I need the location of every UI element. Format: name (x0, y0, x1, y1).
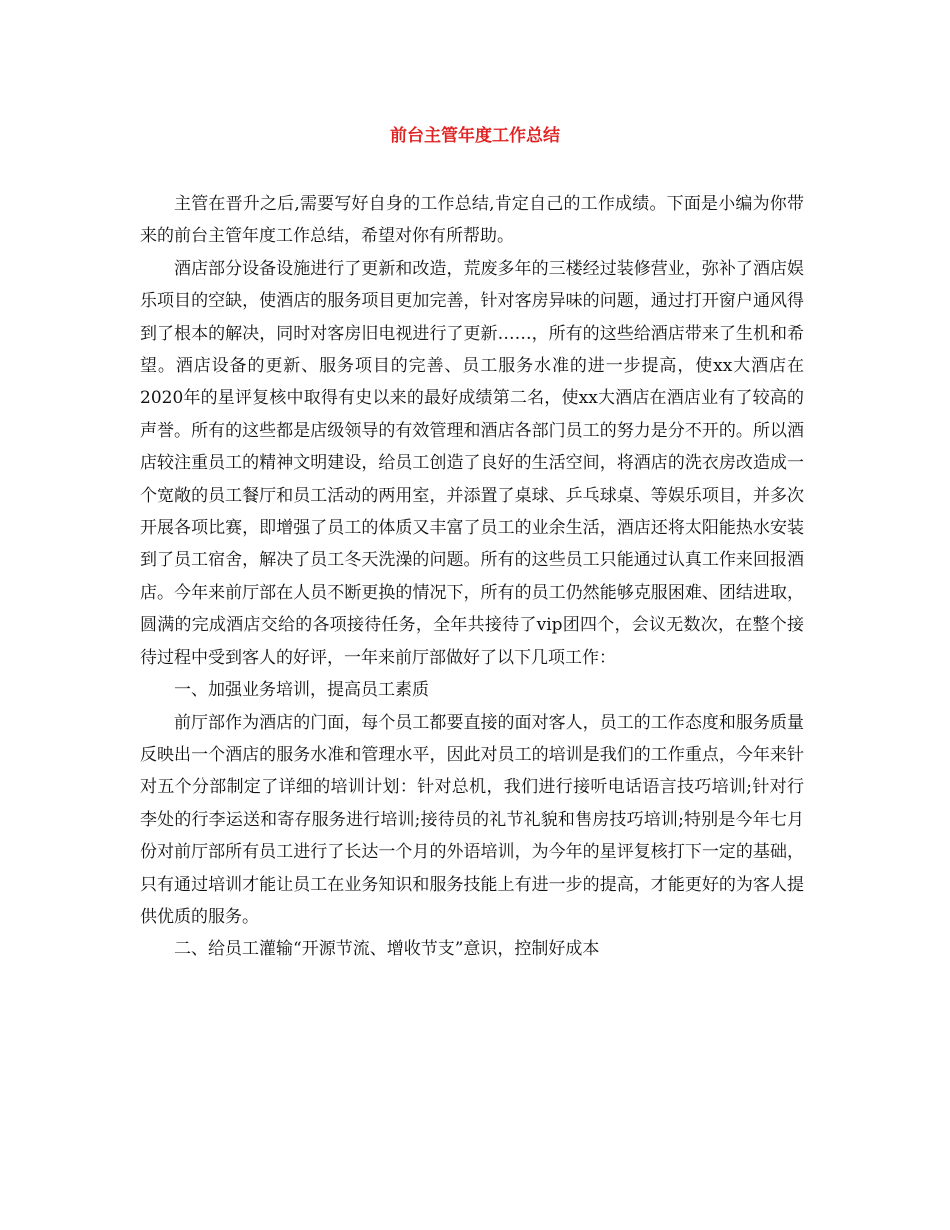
section-heading-cost-control: 二、给员工灌输“开源节流、增收节支”意识，控制好成本 (174, 939, 600, 960)
paragraph-intro: 主管在晋升之后,需要写好自身的工作总结,肯定自己的工作成绩。下面是小编为你带来的前台主管年度工作总结，希望对你有所帮助。 (140, 194, 804, 247)
section-heading-training: 一、加强业务培训，提高员工素质 (174, 680, 429, 701)
document-title: 前台主管年度工作总结 (390, 126, 560, 146)
paragraph-training: 前厅部作为酒店的门面，每个员工都要直接的面对客人，员工的工作态度和服务质量反映出一个酒店的服务水准和管理水平，因此对员工的培训是我们的工作重点，今年来针对五个分部制定了详细的培训计划：针对总机，我们进行接听电话语言技巧培训;针对行李处的行李运送和寄存服务进行培训;接待员的礼节礼貌和售房技巧培训;特别是今年七月份对前厅部所有员工进行了长达一个月的外语培训，为今年的星评复核打下一定的基础，只有通过培训才能让员工在业务知识和服务技能上有进一步的提高，才能更好的为客人提供优质的服务。 (140, 712, 804, 927)
paragraph-overview: 酒店部分设备设施进行了更新和改造，荒废多年的三楼经过装修营业，弥补了酒店娱乐项目的空缺，使酒店的服务项目更加完善，针对客房异味的问题，通过打开窗户通风得到了根本的解决，同时对客房旧电视进行了更新……，所有的这些给酒店带来了生机和希望。酒店设备的更新、服务项目的完善、员工服务水准的进一步提高，使xx大酒店在2020年的星评复核中取得有史以来的最好成绩第二名，使xx大酒店在酒店业有了较高的声誉。所有的这些都是店级领导的有效管理和酒店各部门员工的努力是分不开的。所以酒店较注重员工的精神文明建设，给员工创造了良好的生活空间，将酒店的洗衣房改造成一个宽敞的员工餐厅和员工活动的两用室，并添置了桌球、乒乓球桌、等娱乐项目，并多次开展各项比赛，即增强了员工的体质又丰富了员工的业余生活，酒店还将太阳能热水安装到了员工宿舍，解决了员工冬天洗澡的问题。所有的这些员工只能通过认真工作来回报酒店。今年来前厅部在人员不断更换的情况下，所有的员工仍然能够克服困难、团结进取，圆满的完成酒店交给的各项接待任务，全年共接待了vip团四个，会议无数次，在整个接待过程中受到客人的好评，一年来前厅部做好了以下几项工作： (140, 258, 804, 668)
document-body (140, 188, 804, 966)
